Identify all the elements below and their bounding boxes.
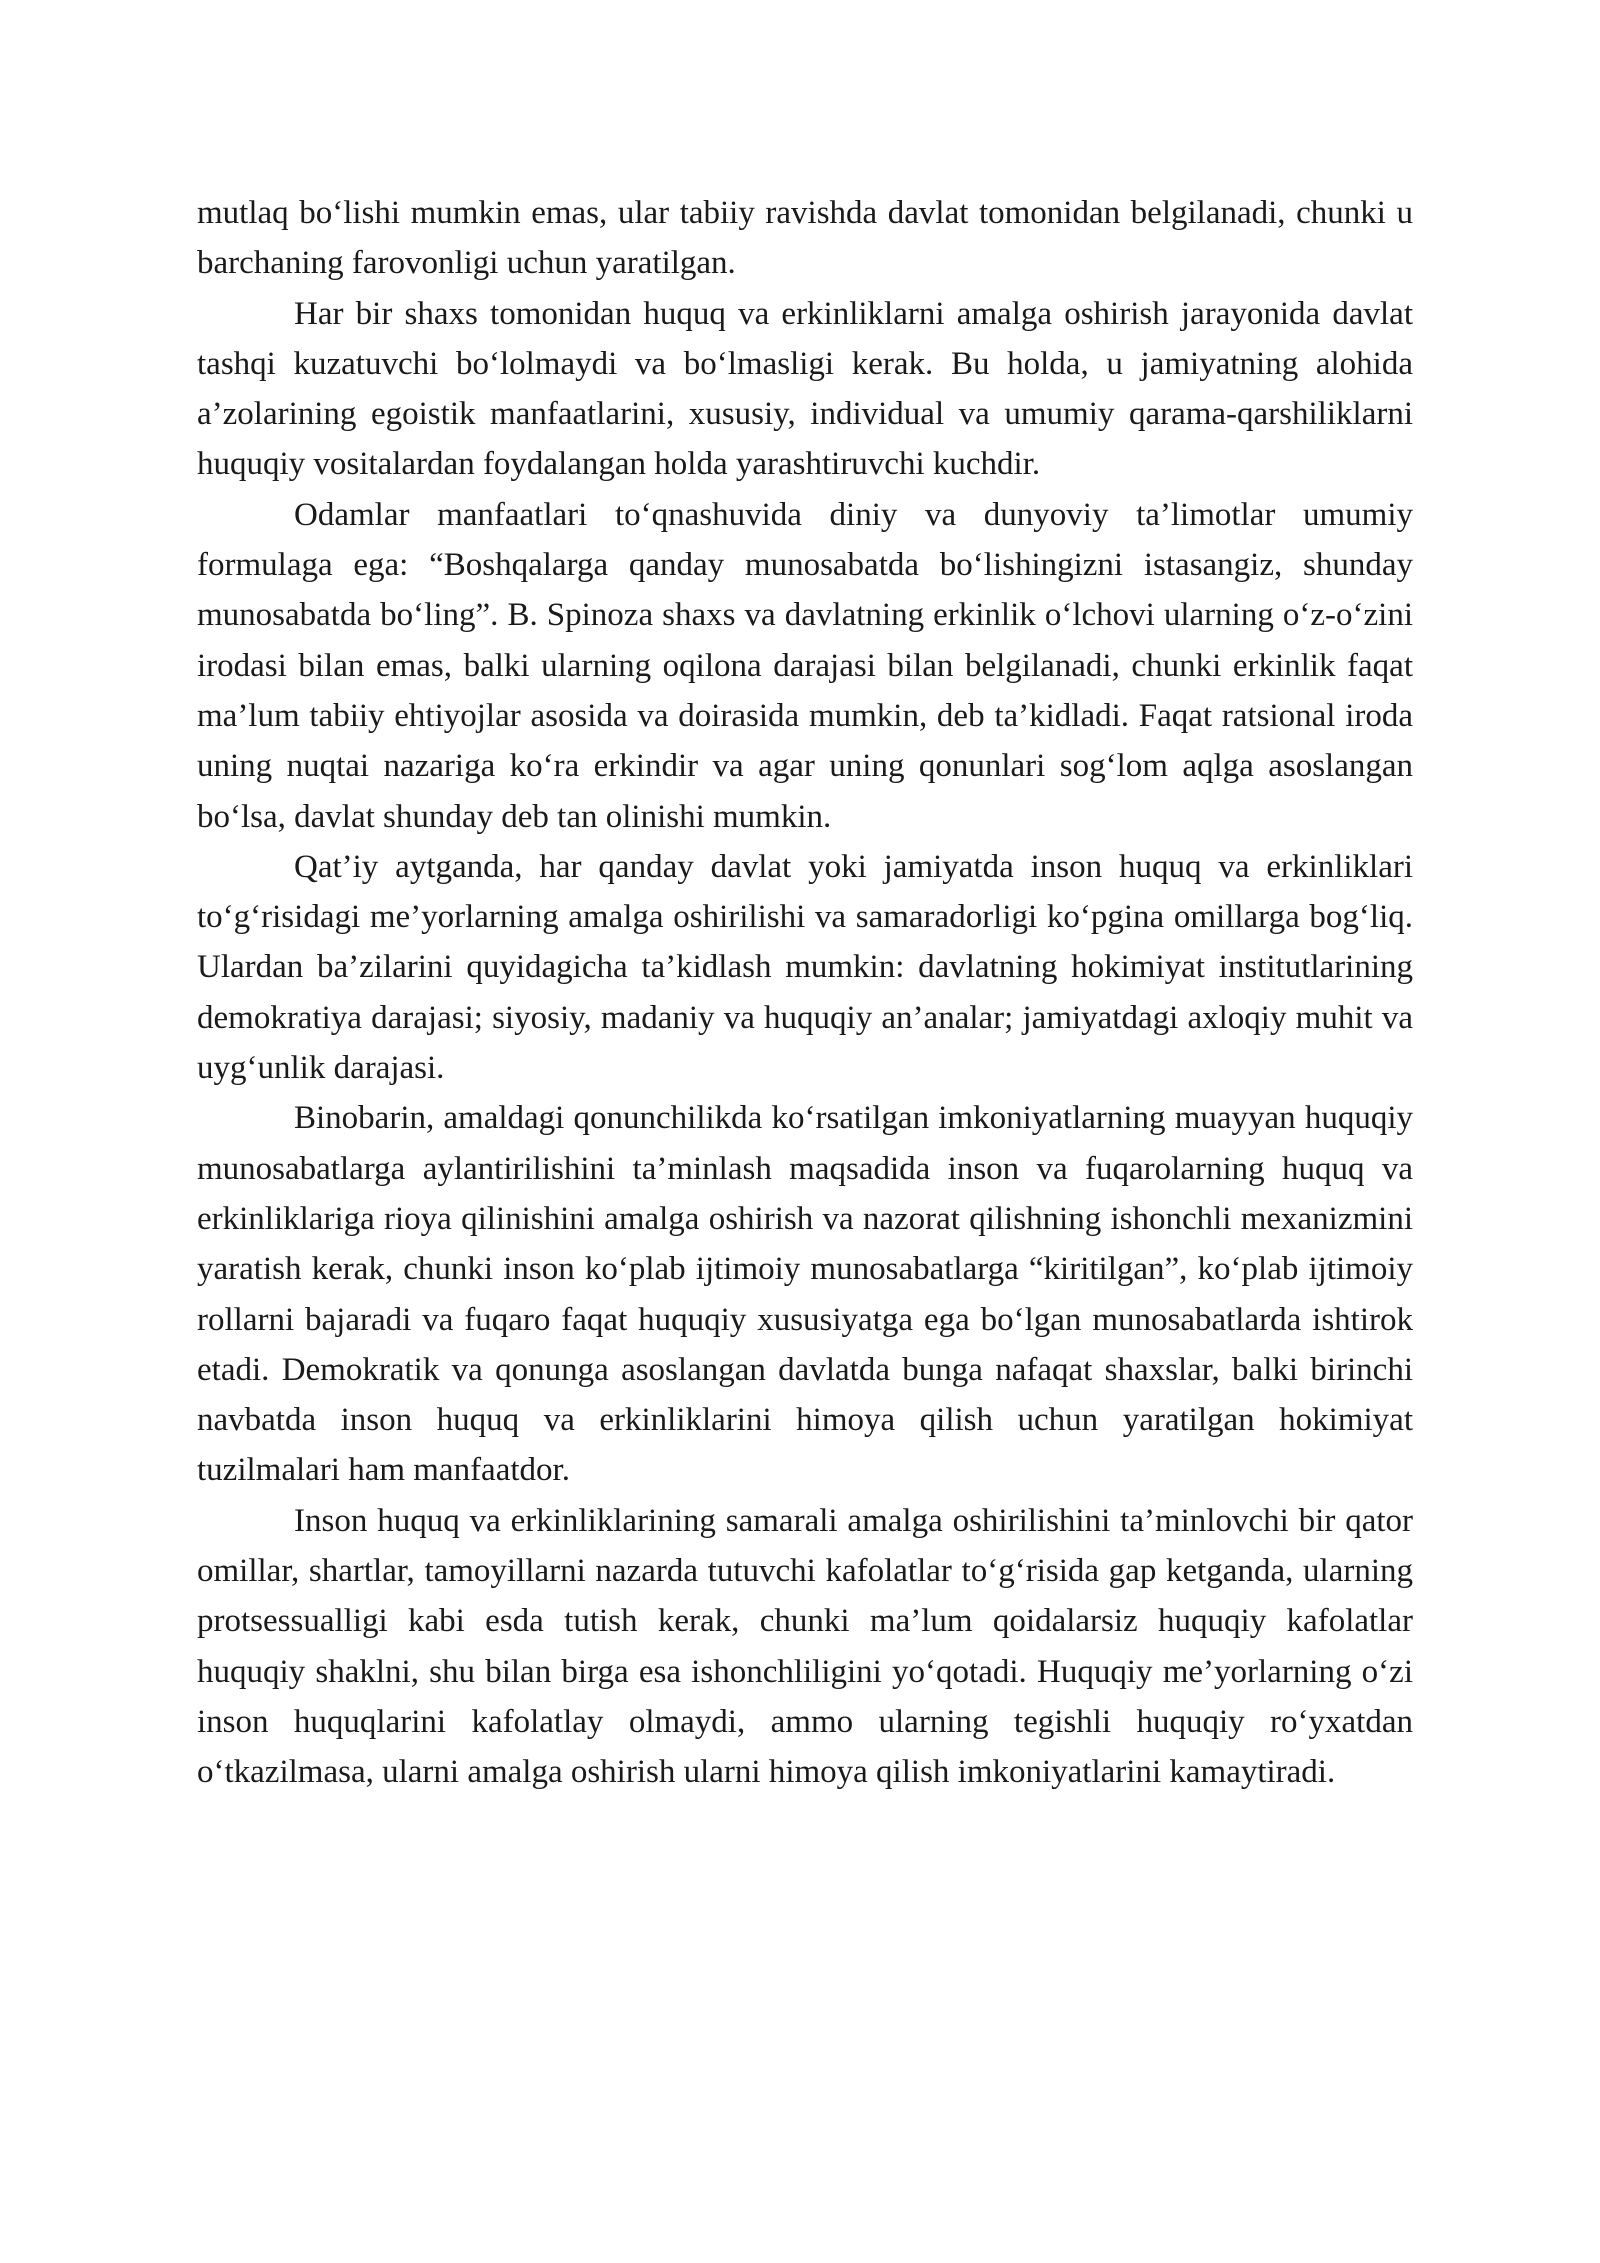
paragraph-1: mutlaq bo‘lishi mumkin emas, ular tabiiy ravishda davlat tomonidan belgilanadi, chunki u barchaning farovonligi uchun yaratilgan.: [197, 195, 1413, 282]
paragraph-4: Qat’iy aytganda, har qanday davlat yoki jamiyatda inson huquq va erkinliklari to‘g‘risidagi me’yorlarning amalga oshirilishi va samaradorligi ko‘pgina omillarga bog‘liq. Ulardan ba’zilarini quyidagicha ta’kidlash mumkin: davlatning hokimiyat institutlarining demokratiya darajasi; siyosiy, madaniy va huquqiy an’analar; jamiyatdagi axloqiy muhit va uyg‘unlik darajasi.: [197, 848, 1413, 1087]
paragraph-3: Odamlar manfaatlari to‘qnashuvida diniy va dunyoviy ta’limotlar umumiy formulaga ega: “Boshqalarga qanday munosabatda bo‘lishingizni istasangiz, shunday munosabatda bo‘ling”. B. Spinoza shaxs va davlatning erkinlik o‘lchovi ularning o‘z-o‘zini irodasi bilan emas, balki ularning oqilona darajasi bilan belgilanadi, chunki erkinlik faqat ma’lum tabiiy ehtiyojlar asosida va doirasida mumkin, deb ta’kidladi. Faqat ratsional iroda uning nuqtai nazariga ko‘ra erkindir va agar uning qonunlari sog‘lom aqlga asoslangan bo‘lsa, davlat shunday deb tan olinishi mumkin.: [197, 496, 1413, 835]
document-page: [197, 188, 1413, 1798]
paragraph-6: Inson huquq va erkinliklarining samarali amalga oshirilishini ta’minlovchi bir qator omillar, shartlar, tamoyillarni nazarda tutuvchi kafolatlar to‘g‘risida gap ketganda, ularning protsessualligi kabi esda tutish kerak, chunki ma’lum qoidalarsiz huquqiy kafolatlar huquqiy shaklni, shu bilan birga esa ishonchliligini yo‘qotadi. Huquqiy me’yorlarning o‘zi inson huquqlarini kafolatlay olmaydi, ammo ularning tegishli huquqiy ro‘yxatdan o‘tkazilmasa, ularni amalga oshirish ularni himoya qilish imkoniyatlarini kamaytiradi.: [197, 1502, 1413, 1791]
paragraph-5: Binobarin, amaldagi qonunchilikda ko‘rsatilgan imkoniyatlarning muayyan huquqiy munosabatlarga aylantirilishini ta’minlash maqsadida inson va fuqarolarning huquq va erkinliklariga rioya qilinishini amalga oshirish va nazorat qilishning ishonchli mexanizmini yaratish kerak, chunki inson ko‘plab ijtimoiy munosabatlarga “kiritilgan”, ko‘plab ijtimoiy rollarni bajaradi va fuqaro faqat huquqiy xususiyatga ega bo‘lgan munosabatlarda ishtirok etadi. Demokratik va qonunga asoslangan davlatda bunga nafaqat shaxslar, balki birinchi navbatda inson huquq va erkinliklarini himoya qilish uchun yaratilgan hokimiyat tuzilmalari ham manfaatdor.: [197, 1100, 1413, 1489]
paragraph-2: Har bir shaxs tomonidan huquq va erkinliklarni amalga oshirish jarayonida davlat tashqi kuzatuvchi bo‘lolmaydi va bo‘lmasligi kerak. Bu holda, u jamiyatning alohida a’zolarining egoistik manfaatlarini, xususiy, individual va umumiy qarama-qarshiliklarni huquqiy vositalardan foydalangan holda yarashtiruvchi kuchdir.: [197, 295, 1413, 483]
